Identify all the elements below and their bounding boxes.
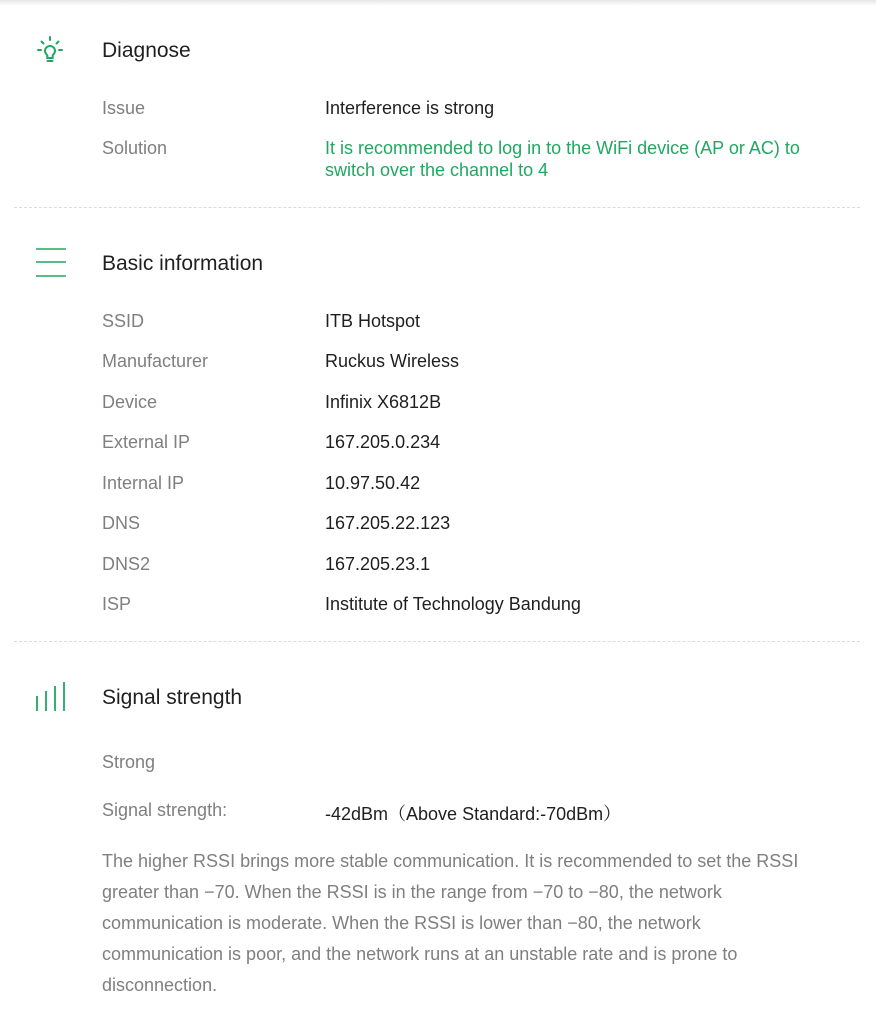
device-label: Device [102, 392, 158, 412]
internal-ip-value: 10.97.50.42 [325, 473, 421, 493]
lightbulb-icon [34, 35, 66, 72]
ssid-label: SSID [102, 311, 145, 331]
divider [14, 207, 860, 208]
signal-strength-value: -42dBm（Above Standard:-70dBm） [325, 804, 622, 824]
internal-ip-label: Internal IP [102, 473, 185, 493]
signal-strength-label: Signal strength: [102, 800, 228, 820]
manufacturer-label: Manufacturer [102, 351, 209, 371]
signal-bars-icon [36, 682, 68, 717]
solution-value: It is recommended to log in to the WiFi device (AP or AC) to switch over the channel to 4 [325, 138, 800, 180]
menu-lines-icon [36, 248, 66, 283]
isp-label: ISP [102, 594, 132, 614]
signal-description: The higher RSSI brings more stable communication. It is recommended to set the RSSI greater than −70. When the RSSI is in the range from −70 to −80, the network communication is moderate. When the RSSI is lower than −80, the network communication is poor, and the network runs at an unstable rate and is prone to disconnection. [102, 851, 799, 995]
device-value: Infinix X6812B [325, 392, 442, 412]
dns-label: DNS [102, 513, 141, 533]
signal-strength-title: Signal strength [102, 686, 243, 709]
signal-level: Strong [102, 752, 156, 772]
divider [14, 641, 860, 642]
dns-value: 167.205.22.123 [325, 513, 451, 533]
isp-value: Institute of Technology Bandung [325, 594, 581, 614]
solution-label: Solution [102, 138, 168, 158]
basic-information-title: Basic information [102, 252, 264, 275]
external-ip-value: 167.205.0.234 [325, 432, 441, 452]
dns2-label: DNS2 [102, 554, 151, 574]
diagnose-title: Diagnose [102, 39, 191, 62]
issue-value: Interference is strong [325, 98, 495, 118]
ssid-value: ITB Hotspot [325, 311, 421, 331]
top-shadow [0, 0, 876, 6]
issue-label: Issue [102, 98, 146, 118]
external-ip-label: External IP [102, 432, 191, 452]
dns2-value: 167.205.23.1 [325, 554, 431, 574]
manufacturer-value: Ruckus Wireless [325, 351, 460, 371]
